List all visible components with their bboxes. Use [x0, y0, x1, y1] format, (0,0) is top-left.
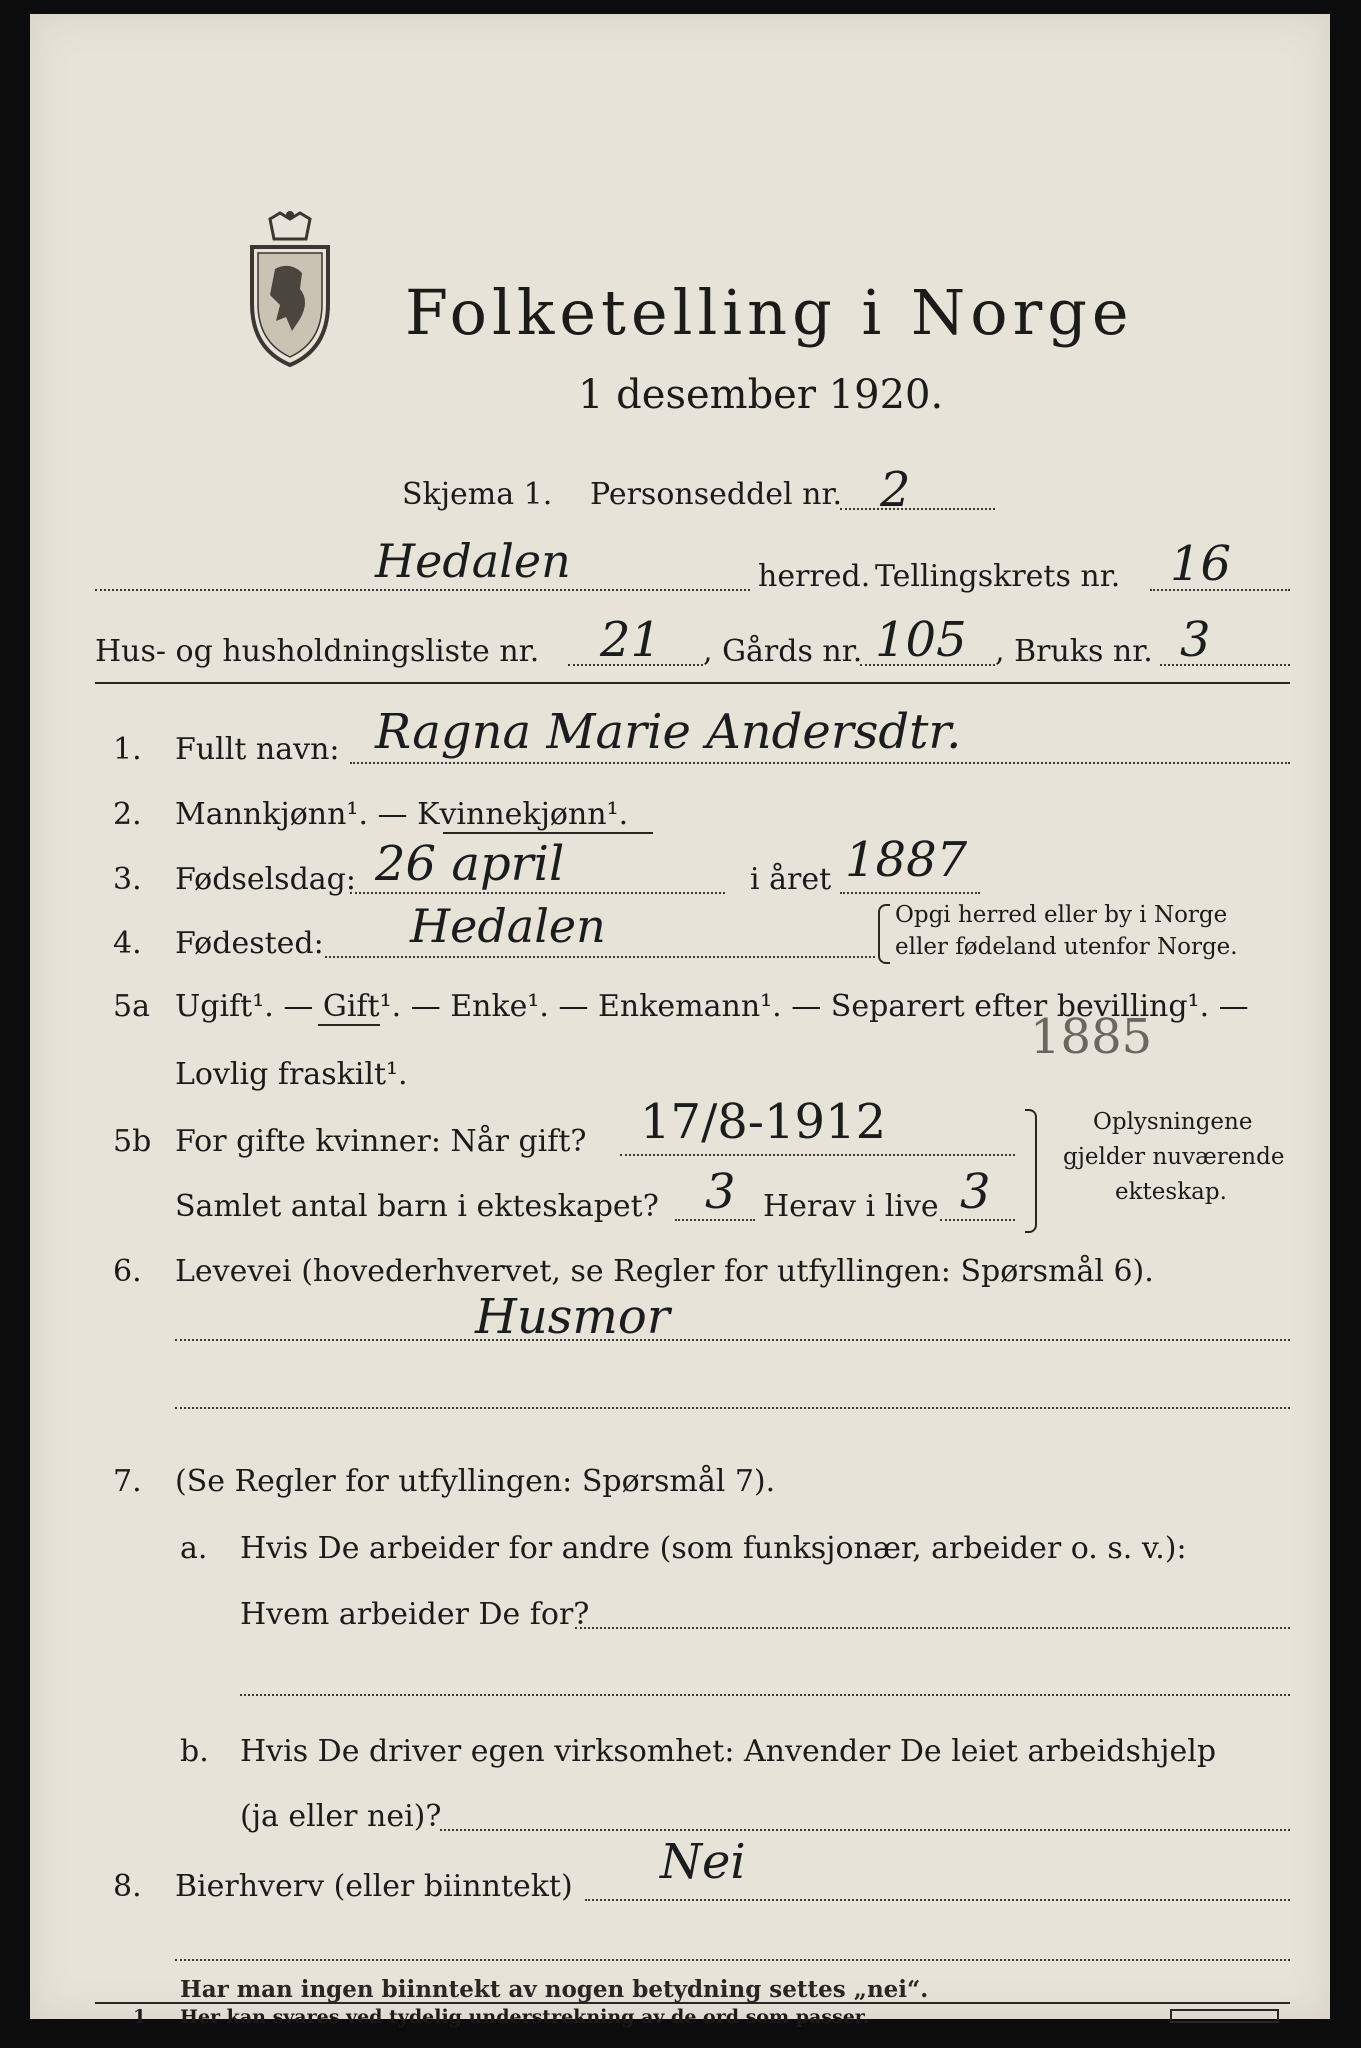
gender-options: Mannkjønn¹. — Kvinnekjønn¹.: [175, 797, 629, 832]
year-line: [840, 892, 980, 894]
printer-stamp: [1170, 2009, 1279, 2023]
employer-line-2: [240, 1694, 1290, 1696]
q4-number: 4.: [113, 926, 142, 961]
hired-help-line: [440, 1829, 1290, 1831]
married-line: [620, 1154, 1015, 1156]
personseddel-value: 2: [880, 462, 911, 518]
q3-label: Fødselsdag:: [175, 862, 356, 897]
children-label: Samlet antal barn i ekteskapet?: [175, 1189, 659, 1224]
q7b-letter: b.: [180, 1734, 209, 1769]
marital-underline: [318, 1024, 380, 1026]
q1-number: 1.: [113, 732, 142, 767]
no-income-note: Har man ingen biinntekt av nogen betydning settes „nei“.: [180, 1976, 929, 2003]
footnote-text: Her kan svares ved tydelig understrekning av de ord som passer.: [180, 2006, 870, 2028]
birthplace-note-2: eller fødeland utenfor Norge.: [895, 934, 1238, 960]
hired-help-label: (ja eller nei)?: [240, 1799, 442, 1834]
q5a-number: 5a: [113, 989, 150, 1024]
q7a-letter: a.: [180, 1531, 208, 1566]
household-list-value: 21: [600, 612, 662, 668]
occupation-label: Levevei (hovederhvervet, se Regler for utfyllingen: Spørsmål 6).: [175, 1254, 1154, 1289]
gards-label: , Gårds nr.: [703, 634, 863, 669]
employer-line: [575, 1627, 1290, 1629]
birthplace-value: Hedalen: [410, 899, 606, 953]
children-value: 3: [705, 1164, 736, 1220]
q2-number: 2.: [113, 797, 142, 832]
census-form: [30, 14, 1330, 2028]
header-divider: [95, 682, 1290, 684]
side-income-line: [585, 1899, 1290, 1901]
birthplace-note-1: Opgi herred eller by i Norge: [895, 902, 1228, 928]
birth-year-value: 1887: [845, 832, 968, 888]
form-title: Folketelling i Norge: [405, 276, 1134, 349]
q1-label: Fullt navn:: [175, 732, 340, 767]
coat-of-arms-icon: [240, 209, 340, 369]
census-date: 1 desember 1920.: [578, 372, 944, 418]
q3-number: 3.: [113, 862, 142, 897]
personseddel-label: Personseddel nr.: [590, 477, 843, 512]
birthday-value: 26 april: [375, 836, 565, 892]
married-value: 17/8-1912: [640, 1094, 887, 1150]
occupation-value: Husmor: [475, 1289, 670, 1345]
side-income-line-2: [175, 1959, 1290, 1961]
employer-label: Hvem arbeider De for?: [240, 1597, 590, 1632]
footnote-marker: 1: [133, 2006, 147, 2028]
alive-label: Herav i live: [763, 1189, 939, 1224]
bruks-label: , Bruks nr.: [995, 634, 1153, 669]
marriage-note-1: Oplysningene: [1093, 1109, 1253, 1135]
full-name-value: Ragna Marie Andersdtr.: [375, 704, 962, 760]
bruks-value: 3: [1180, 612, 1211, 668]
full-name-line: [350, 762, 1290, 764]
personseddel-line: [840, 508, 995, 510]
q7a-label: Hvis De arbeider for andre (som funksjonær, arbeider o. s. v.):: [240, 1531, 1187, 1566]
tellingskrets-label: Tellingskrets nr.: [875, 559, 1121, 594]
marriage-note-2: gjelder nuværende: [1063, 1144, 1285, 1170]
birthplace-line: [325, 956, 875, 958]
marital-options: Ugift¹. — Gift¹. — Enke¹. — Enkemann¹. — Separert efter bevilling¹. —: [175, 989, 1249, 1024]
married-label: For gifte kvinner: Når gift?: [175, 1124, 587, 1159]
footer-divider: [95, 2002, 1290, 2004]
birthday-line: [350, 892, 725, 894]
herred-line: [95, 589, 750, 591]
marriage-note-3: ekteskap.: [1115, 1179, 1227, 1205]
q6-number: 6.: [113, 1254, 142, 1289]
marital-options-2: Lovlig fraskilt¹.: [175, 1057, 408, 1092]
household-list-label: Hus- og husholdningsliste nr.: [95, 634, 540, 669]
birthplace-brace: [878, 904, 890, 964]
marriage-brace: [1025, 1109, 1037, 1233]
q4-label: Fødested:: [175, 926, 324, 961]
margin-note: 1885: [1030, 1009, 1153, 1065]
q7-number: 7.: [113, 1464, 142, 1499]
gards-value: 105: [875, 612, 967, 668]
schema-label: Skjema 1.: [402, 477, 553, 512]
tellingskrets-value: 16: [1170, 536, 1232, 592]
occupation-line-2: [175, 1407, 1290, 1409]
q5b-number: 5b: [113, 1124, 152, 1159]
side-income-label: Bierhverv (eller biinntekt): [175, 1869, 573, 1904]
year-label: i året: [750, 862, 832, 897]
alive-value: 3: [960, 1164, 991, 1220]
occupation-line-1: [175, 1339, 1290, 1341]
herred-label: herred.: [758, 559, 871, 594]
side-income-value: Nei: [660, 1834, 746, 1890]
q7-label: (Se Regler for utfyllingen: Spørsmål 7).: [175, 1464, 776, 1499]
herred-value: Hedalen: [375, 534, 571, 588]
q8-number: 8.: [113, 1869, 142, 1904]
gender-underline: [443, 832, 653, 834]
q7b-label: Hvis De driver egen virksomhet: Anvender De leiet arbeidshjelp: [240, 1734, 1217, 1769]
